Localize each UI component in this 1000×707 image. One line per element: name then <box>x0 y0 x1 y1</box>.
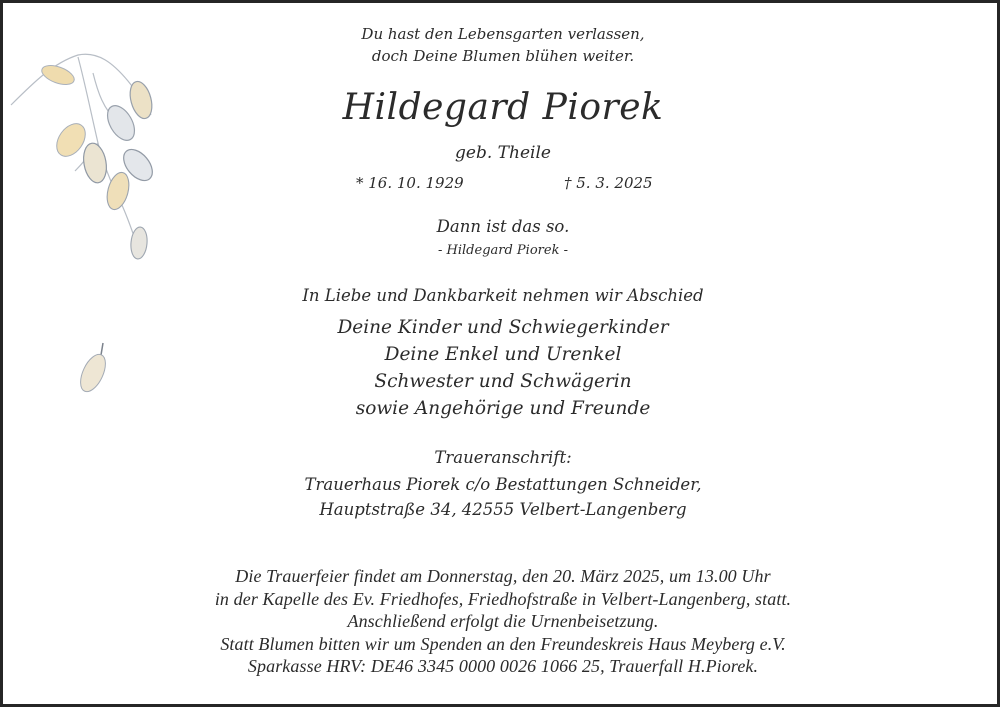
mourner-line: Deine Enkel und Urenkel <box>384 344 622 365</box>
deceased-name: Hildegard Piorek <box>342 87 664 128</box>
mourning-address <box>3 472 1000 522</box>
mourner-line: sowie Angehörige und Freunde <box>355 398 651 419</box>
address-line-2: Hauptstraße 34, 42555 Velbert-Langenberg <box>319 500 687 519</box>
motto-line-2: doch Deine Blumen blühen weiter. <box>371 47 635 65</box>
mourner-line: Deine Kinder und Schwiegerkinder <box>337 317 669 338</box>
service-details <box>3 565 1000 678</box>
service-line: in der Kapelle des Ev. Friedhofes, Friedhofstraße in Velbert-Langenberg, statt. <box>214 588 792 609</box>
farewell-line: In Liebe und Dankbarkeit nehmen wir Abschied <box>302 286 704 305</box>
address-label: Traueranschrift: <box>434 448 572 467</box>
quote-attribution: - Hildegard Piorek - <box>438 243 568 258</box>
death-date: † 5. 3. 2025 <box>564 174 653 192</box>
birth-date: * 16. 10. 1929 <box>356 174 464 192</box>
quote-text: Dann ist das so. <box>436 217 570 236</box>
mourner-line: Schwester und Schwägerin <box>374 371 632 392</box>
service-line: Sparkasse HRV: DE46 3345 0000 0026 1066 25, Trauerfall H.Piorek. <box>247 656 759 676</box>
mourners-list <box>3 314 1000 422</box>
address-line-1: Trauerhaus Piorek c/o Bestattungen Schneider, <box>304 475 702 494</box>
service-line: Anschließend erfolgt die Urnenbeisetzung. <box>347 611 659 631</box>
service-line: Die Trauerfeier findet am Donnerstag, den 20. März 2025, um 13.00 Uhr <box>235 566 771 586</box>
maiden-name: geb. Theile <box>455 143 551 163</box>
service-line: Statt Blumen bitten wir um Spenden an den Freundeskreis Haus Meyberg e.V. <box>220 633 786 654</box>
motto-line-1: Du hast den Lebensgarten verlassen, <box>361 25 645 43</box>
